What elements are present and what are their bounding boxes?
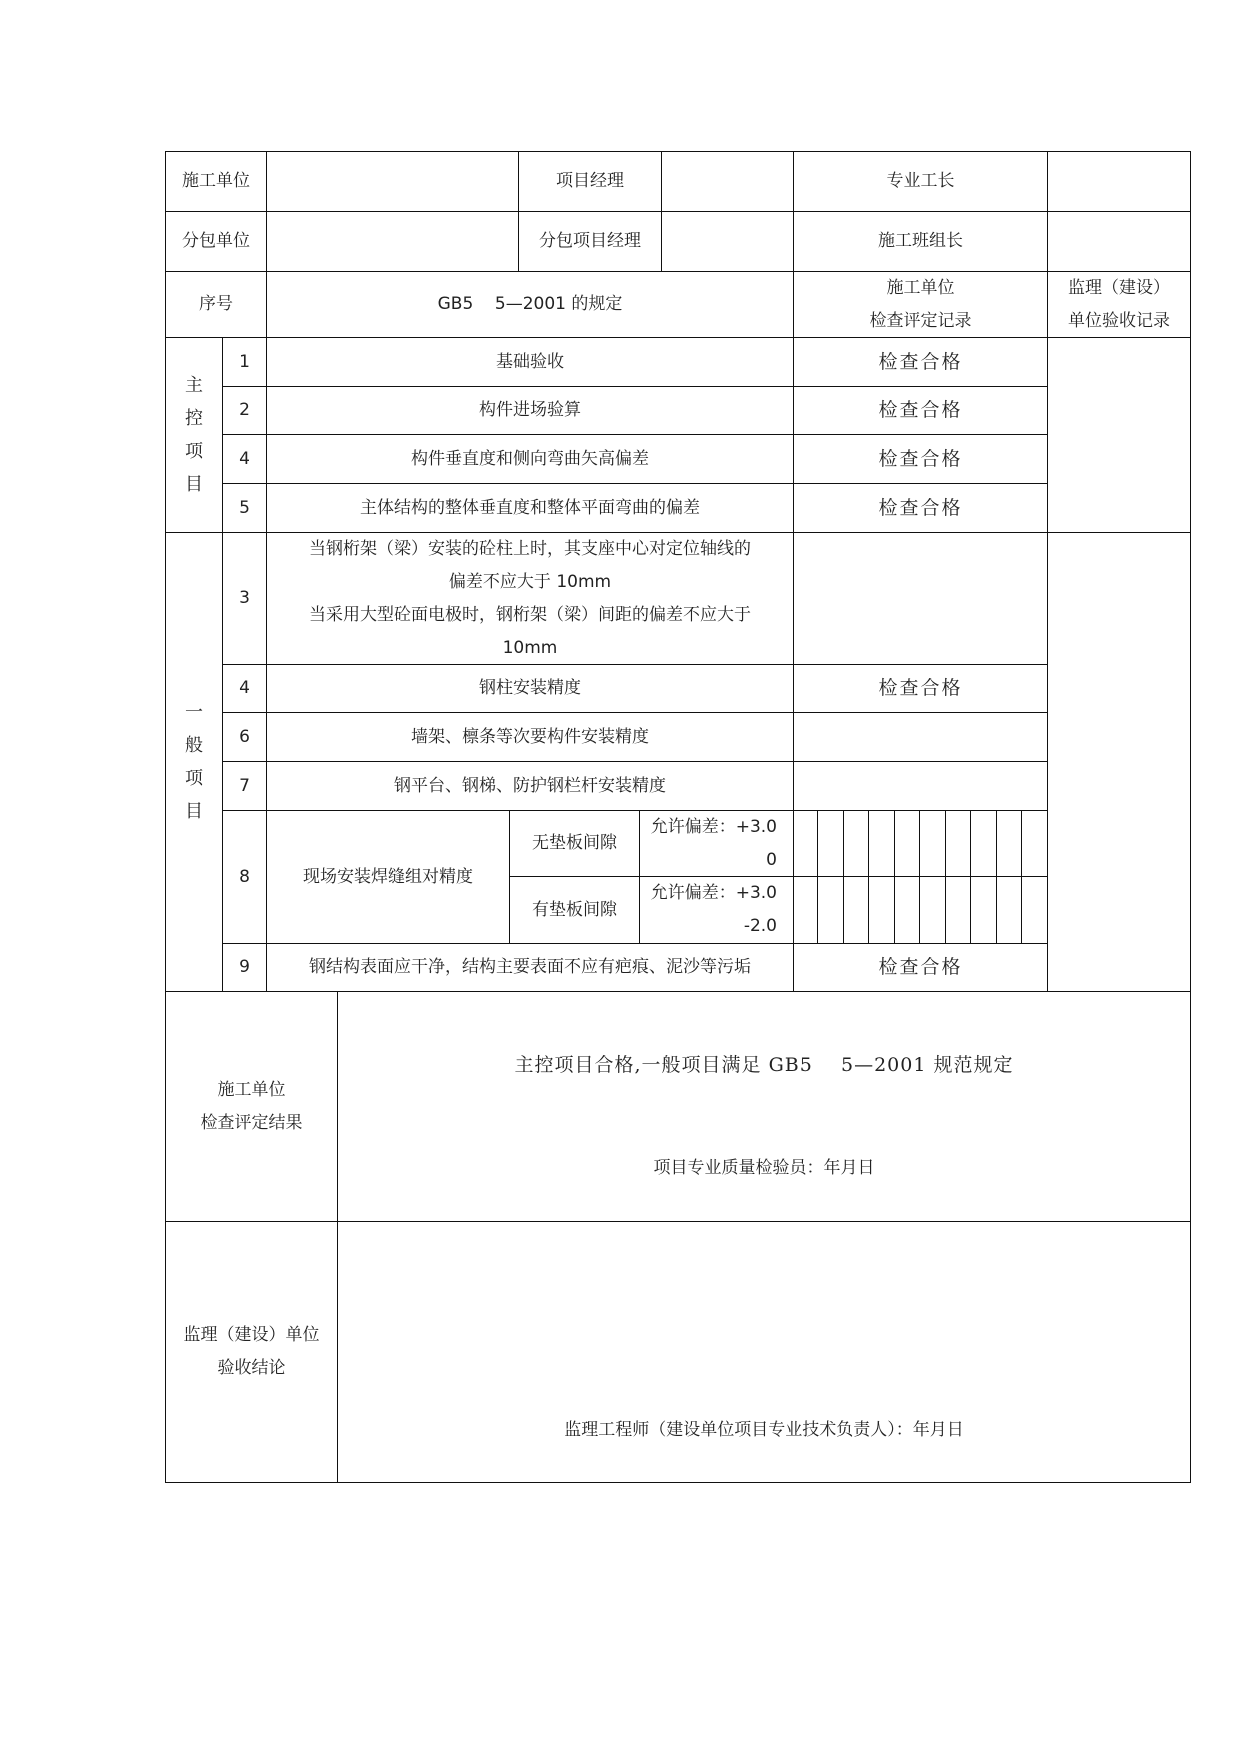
grid-line — [970, 810, 971, 944]
inspector-signature-line: 项目专业质量检验员：年月日 — [653, 1157, 875, 1178]
general-item-desc: 当钢桁架（梁）安装的砼柱上时，其支座中心对定位轴线的 偏差不应大于 10mm 当采用大型砼面电极时，钢桁架（梁）间距的偏差不应大于 10mm — [309, 538, 751, 658]
general-items-group-label: 一 般 项 目 — [185, 702, 203, 822]
grid-line — [817, 810, 818, 944]
grid-line — [868, 810, 869, 944]
main-item-desc: 主体结构的整体垂直度和整体平面弯曲的偏差 — [360, 497, 700, 518]
grid-line — [894, 810, 895, 944]
team-leader-label: 施工班组长 — [878, 231, 963, 251]
general-item-num: 7 — [239, 775, 250, 796]
sub-project-manager-label: 分包项目经理 — [539, 231, 641, 251]
general-item-desc: 现场安装焊缝组对精度 — [303, 866, 473, 887]
main-items-group-label: 主 控 项 目 — [185, 375, 203, 495]
general-item-num: 9 — [239, 957, 250, 977]
main-item-result: 检查合格 — [878, 496, 963, 519]
backing-gap-tolerance: 允许偏差：+3.0 -2.0 — [650, 883, 777, 936]
general-item-num: 8 — [239, 866, 250, 887]
general-item-desc: 墙架、檩条等次要构件安装精度 — [411, 726, 649, 747]
main-item-result: 检查合格 — [878, 447, 963, 470]
main-item-num: 5 — [239, 497, 250, 518]
seq-label: 序号 — [199, 294, 233, 314]
main-item-result: 检查合格 — [878, 399, 963, 421]
grid-line — [919, 810, 920, 944]
foreman-label: 专业工长 — [886, 171, 955, 191]
main-item-num: 2 — [239, 400, 250, 420]
main-item-num: 1 — [239, 351, 250, 372]
rule-pm-right — [661, 151, 662, 272]
rule-label-col — [266, 151, 267, 272]
grid-line — [1021, 810, 1022, 944]
grid-line — [945, 810, 946, 944]
general-item-num: 4 — [239, 678, 250, 698]
supervision-record-label: 监理（建设） 单位验收记录 — [1068, 277, 1170, 331]
construction-unit-label: 施工单位 — [182, 171, 250, 191]
evaluation-result-text: 主控项目合格,一般项目满足 GB5 5—2001 规范规定 — [514, 1053, 1014, 1076]
general-item-desc: 钢柱安装精度 — [479, 678, 581, 698]
main-item-desc: 构件进场验算 — [479, 400, 581, 420]
general-item-result: 检查合格 — [878, 677, 963, 699]
general-item-num: 6 — [239, 726, 250, 747]
no-backing-gap-tolerance: 允许偏差：+3.0 0 — [650, 816, 777, 870]
main-item-desc: 基础验收 — [496, 351, 564, 372]
general-item-result: 检查合格 — [878, 956, 963, 978]
engineer-signature-line: 监理工程师（建设单位项目专业技术负责人）：年月日 — [564, 1419, 964, 1440]
project-manager-label: 项目经理 — [556, 171, 624, 191]
standard-label: GB5 5—2001 的规定 — [437, 294, 623, 314]
construction-record-label: 施工单位 检查评定记录 — [869, 277, 972, 331]
main-item-desc: 构件垂直度和侧向弯曲矢高偏差 — [411, 448, 649, 469]
main-item-result: 检查合格 — [878, 350, 963, 373]
backing-gap-label: 有垫板间隙 — [532, 899, 617, 920]
evaluation-label: 施工单位 检查评定结果 — [200, 1079, 303, 1133]
no-backing-gap-label: 无垫板间隙 — [532, 833, 617, 853]
main-item-num: 4 — [239, 448, 250, 469]
acceptance-label: 监理（建设）单位 验收结论 — [183, 1325, 320, 1378]
rule-bottom — [165, 1482, 1191, 1483]
grid-line — [843, 810, 844, 944]
rule-right — [1190, 151, 1191, 1483]
general-item-desc: 钢结构表面应干净，结构主要表面不应有疤痕、泥沙等污垢 — [309, 957, 751, 977]
general-item-num: 3 — [239, 588, 250, 608]
grid-line — [996, 810, 997, 944]
general-item-desc: 钢平台、钢梯、防护钢栏杆安装精度 — [394, 775, 666, 796]
subcontractor-label: 分包单位 — [182, 231, 250, 251]
